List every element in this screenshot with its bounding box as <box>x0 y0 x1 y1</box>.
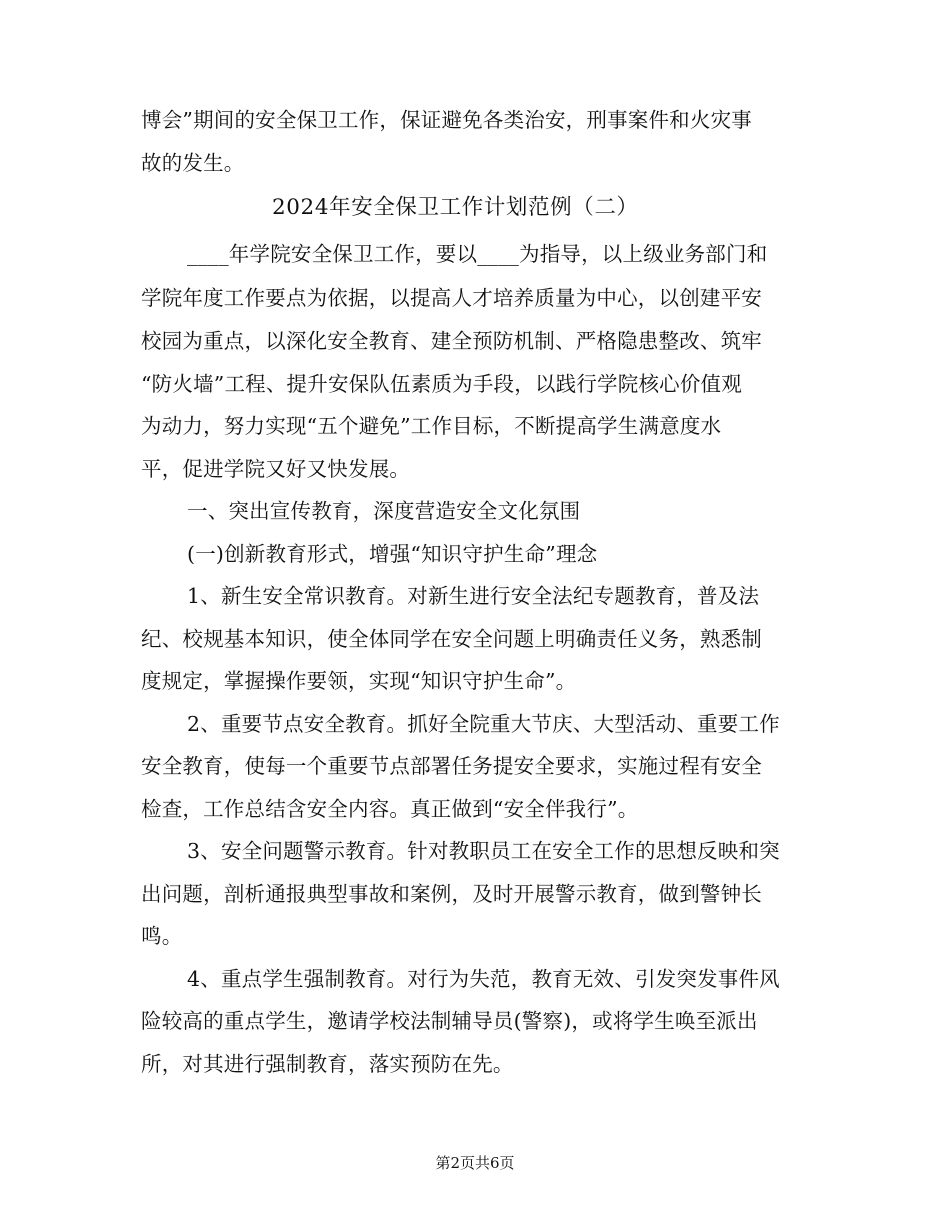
heading-level-1: 一、突出宣传教育，深度营造安全文化氛围 <box>187 499 581 523</box>
page-number: 第2页共6页 <box>435 1154 515 1172</box>
paragraph-line: 故的发生。 <box>141 151 245 175</box>
paragraph-line: 为动力，努力实现“五个避免”工作目标，不断提高学生满意度水 <box>141 414 722 438</box>
paragraph-line: “防火墙”工程、提升安保队伍素质为手段，以践行学院核心价值观 <box>141 372 742 396</box>
paragraph-line: 学院年度工作要点为依据，以提高人才培养质量为中心，以创建平安 <box>141 286 762 310</box>
paragraph-line: 平，促进学院又好又快发展。 <box>141 457 411 481</box>
list-item-line: 3、安全问题警示教育。针对教职员工在安全工作的思想反映和突 <box>187 839 780 863</box>
list-item-line: 安全教育，使每一个重要节点部署任务提安全要求，实施过程有安全 <box>141 754 762 778</box>
list-item-line: 检查，工作总结含安全内容。真正做到“安全伴我行”。 <box>141 797 639 821</box>
list-item-line: 险较高的重点学生，邀请学校法制辅导员(警察)，或将学生唤至派出 <box>141 1009 758 1033</box>
section-title: 2024年安全保卫工作计划范例（二） <box>272 195 639 220</box>
list-item-line: 鸣。 <box>141 924 183 948</box>
list-item-line: 所，对其进行强制教育，落实预防在先。 <box>141 1052 514 1076</box>
list-item-line: 出问题，剖析通报典型事故和案例，及时开展警示教育，做到警钟长 <box>141 882 762 906</box>
list-item-line: 2、重要节点安全教育。抓好全院重大节庆、大型活动、重要工作 <box>187 712 780 736</box>
list-item-line: 纪、校规基本知识，使全体同学在安全问题上明确责任义务，熟悉制 <box>141 627 762 651</box>
paragraph-line: 校园为重点，以深化安全教育、建全预防机制、严格隐患整改、筑牢 <box>141 329 762 353</box>
list-item-line: 1、新生安全常识教育。对新生进行安全法纪专题教育，普及法 <box>187 584 760 608</box>
paragraph-line: 博会”期间的安全保卫工作，保证避免各类治安，刑事案件和火灾事 <box>141 108 752 132</box>
list-item-line: 度规定，掌握操作要领，实现“知识守护生命”。 <box>141 669 577 693</box>
paragraph-line: ____年学院安全保卫工作，要以____为指导，以上级业务部门和 <box>187 242 768 266</box>
heading-level-2: (一)创新教育形式，增强“知识守护生命”理念 <box>187 542 598 566</box>
list-item-line: 4、重点学生强制教育。对行为失范，教育无效、引发突发事件风 <box>187 967 780 991</box>
